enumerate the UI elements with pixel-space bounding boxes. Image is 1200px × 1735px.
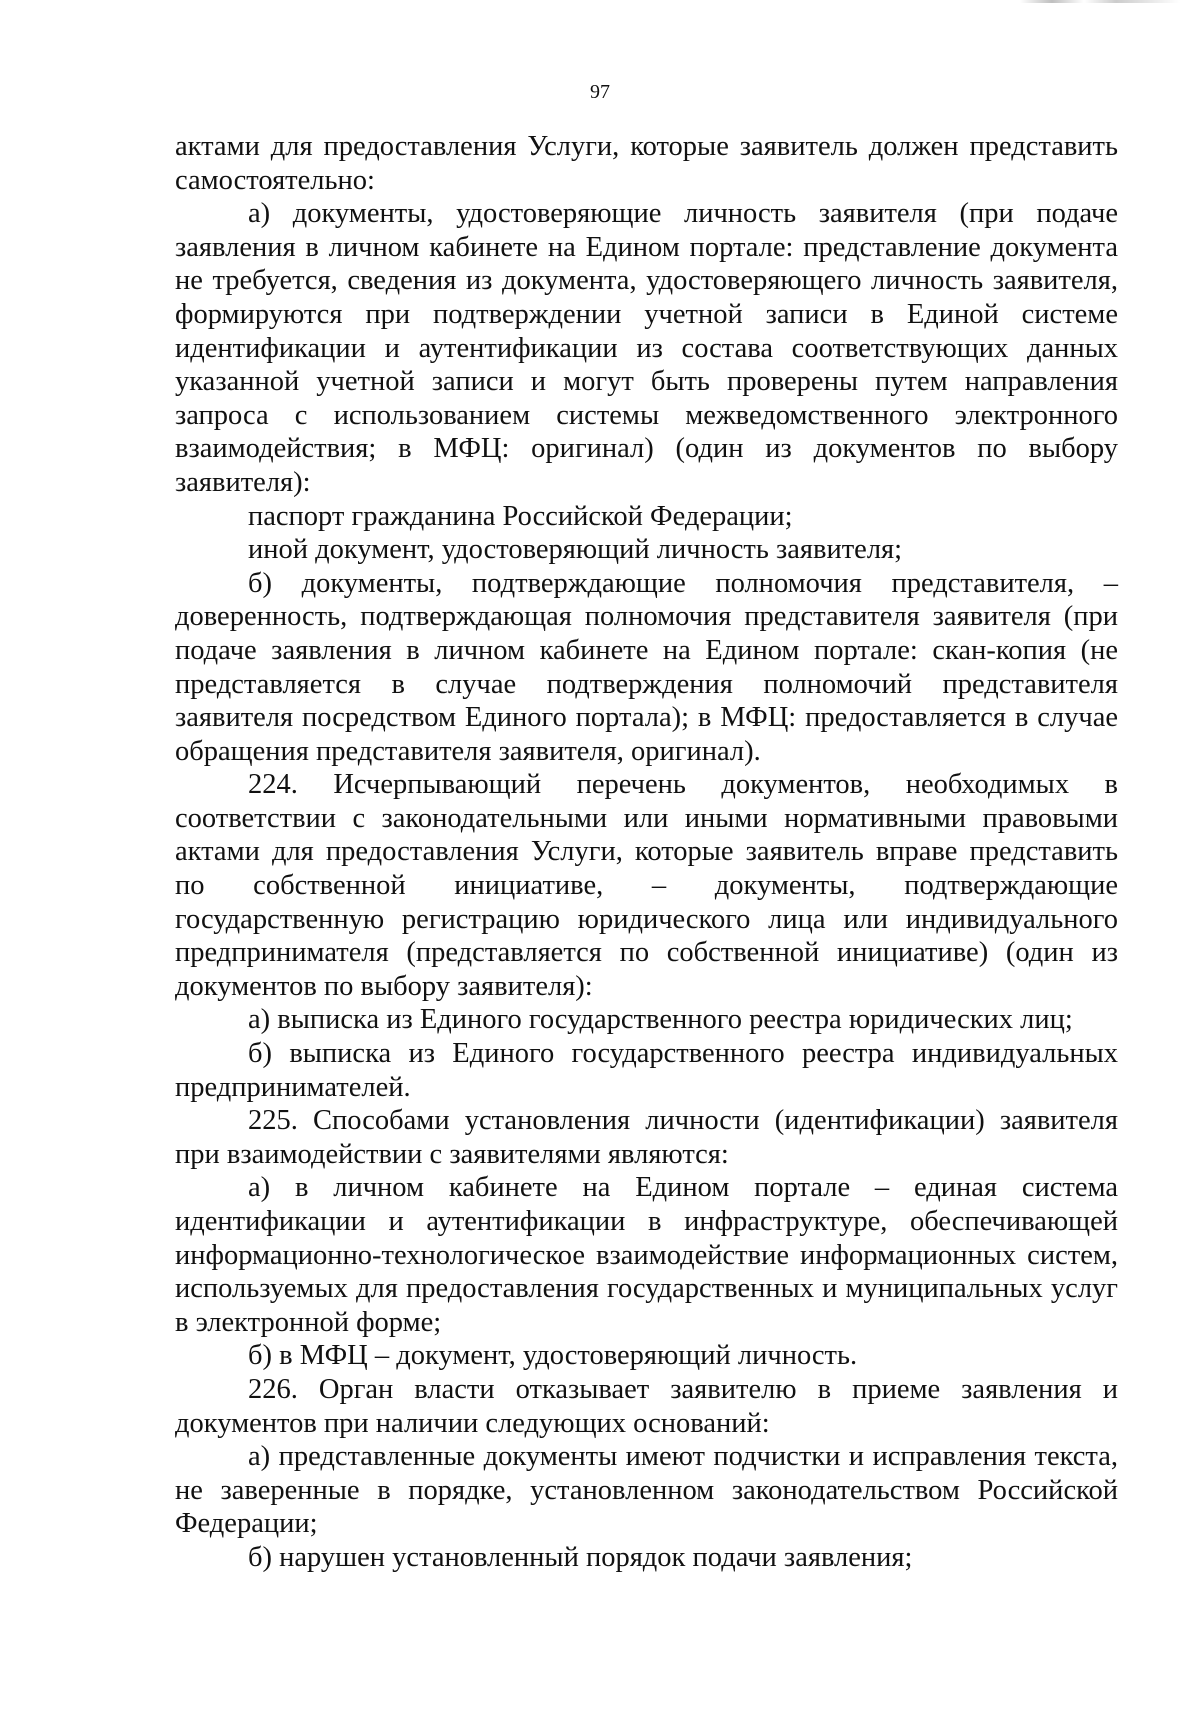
paragraph-226: 226. Орган власти отказывает заявителю в приеме заявления и документов при наличии следующих оснований: [175,1373,1118,1439]
paragraph-224: 224. Исчерпывающий перечень документов, необходимых в соответствии с законодательными или иными нормативными правовыми актами для предоставления Услуги, которые заявитель вправе представить по собственной инициативе, – документы, подтверждающие государственную регистрацию юридического лица или индивидуального предпринимателя (представляется по собственной инициативе) (один из документов по выбору заявителя): [175,769,1118,1002]
paragraph-item-b-representative-docs: б) документы, подтверждающие полномочия представителя, – доверенность, подтверждающая полномочия представителя заявителя (при подаче заявления в личном кабинете на Едином портале: скан-копия (не представляется в случае подтверждения полномочий представителя заявителя посредством Единого портала); в МФЦ: предоставляется в случае обращения представителя заявителя, оригинал). [175,567,1118,767]
document-body [175,130,1118,1575]
paragraph-other-id-doc: иной документ, удостоверяющий личность заявителя; [248,534,903,566]
scan-edge-mark [1020,0,1180,3]
paragraph-225-item-b: б) в МФЦ – документ, удостоверяющий личность. [248,1340,858,1372]
paragraph-intro: актами для предоставления Услуги, которые заявитель должен представить самостоятельно: [175,131,1118,196]
paragraph-225: 225. Способами установления личности (идентификации) заявителя при взаимодействии с заявителями являются: [175,1105,1118,1170]
page-number: 97 [590,81,610,103]
paragraph-225-item-a: а) в личном кабинете на Едином портале – единая система идентификации и аутентификации в инфраструктуре, обеспечивающей информационно-технологическое взаимодействие информационных систем, используемых для предоставления государственных и муниципальных услуг в электронной форме; [175,1172,1118,1338]
paragraph-226-item-b: б) нарушен установленный порядок подачи заявления; [248,1541,913,1573]
paragraph-224-item-a: а) выписка из Единого государственного реестра юридических лиц; [248,1004,1073,1036]
paragraph-item-a-identity-docs: а) документы, удостоверяющие личность заявителя (при подаче заявления в личном кабинете на Едином портале: представление документа не требуется, сведения из документа, удостоверяющего личность заявителя, формируются при подтверждении учетной записи в Единой системе идентификации и аутентификации из состава соответствующих данных указанной учетной записи и могут быть проверены путем направления запроса с использованием системы межведомственного электронного взаимодействия; в МФЦ: оригинал) (один из документов по выбору заявителя): [175,198,1118,498]
paragraph-224-item-b: б) выписка из Единого государственного реестра индивидуальных предпринимателей. [175,1038,1118,1103]
paragraph-226-item-a: а) представленные документы имеют подчистки и исправления текста, не заверенные в порядке, установленном законодательством Российской Федерации; [175,1441,1118,1540]
paragraph-passport: паспорт гражданина Российской Федерации; [248,500,793,532]
